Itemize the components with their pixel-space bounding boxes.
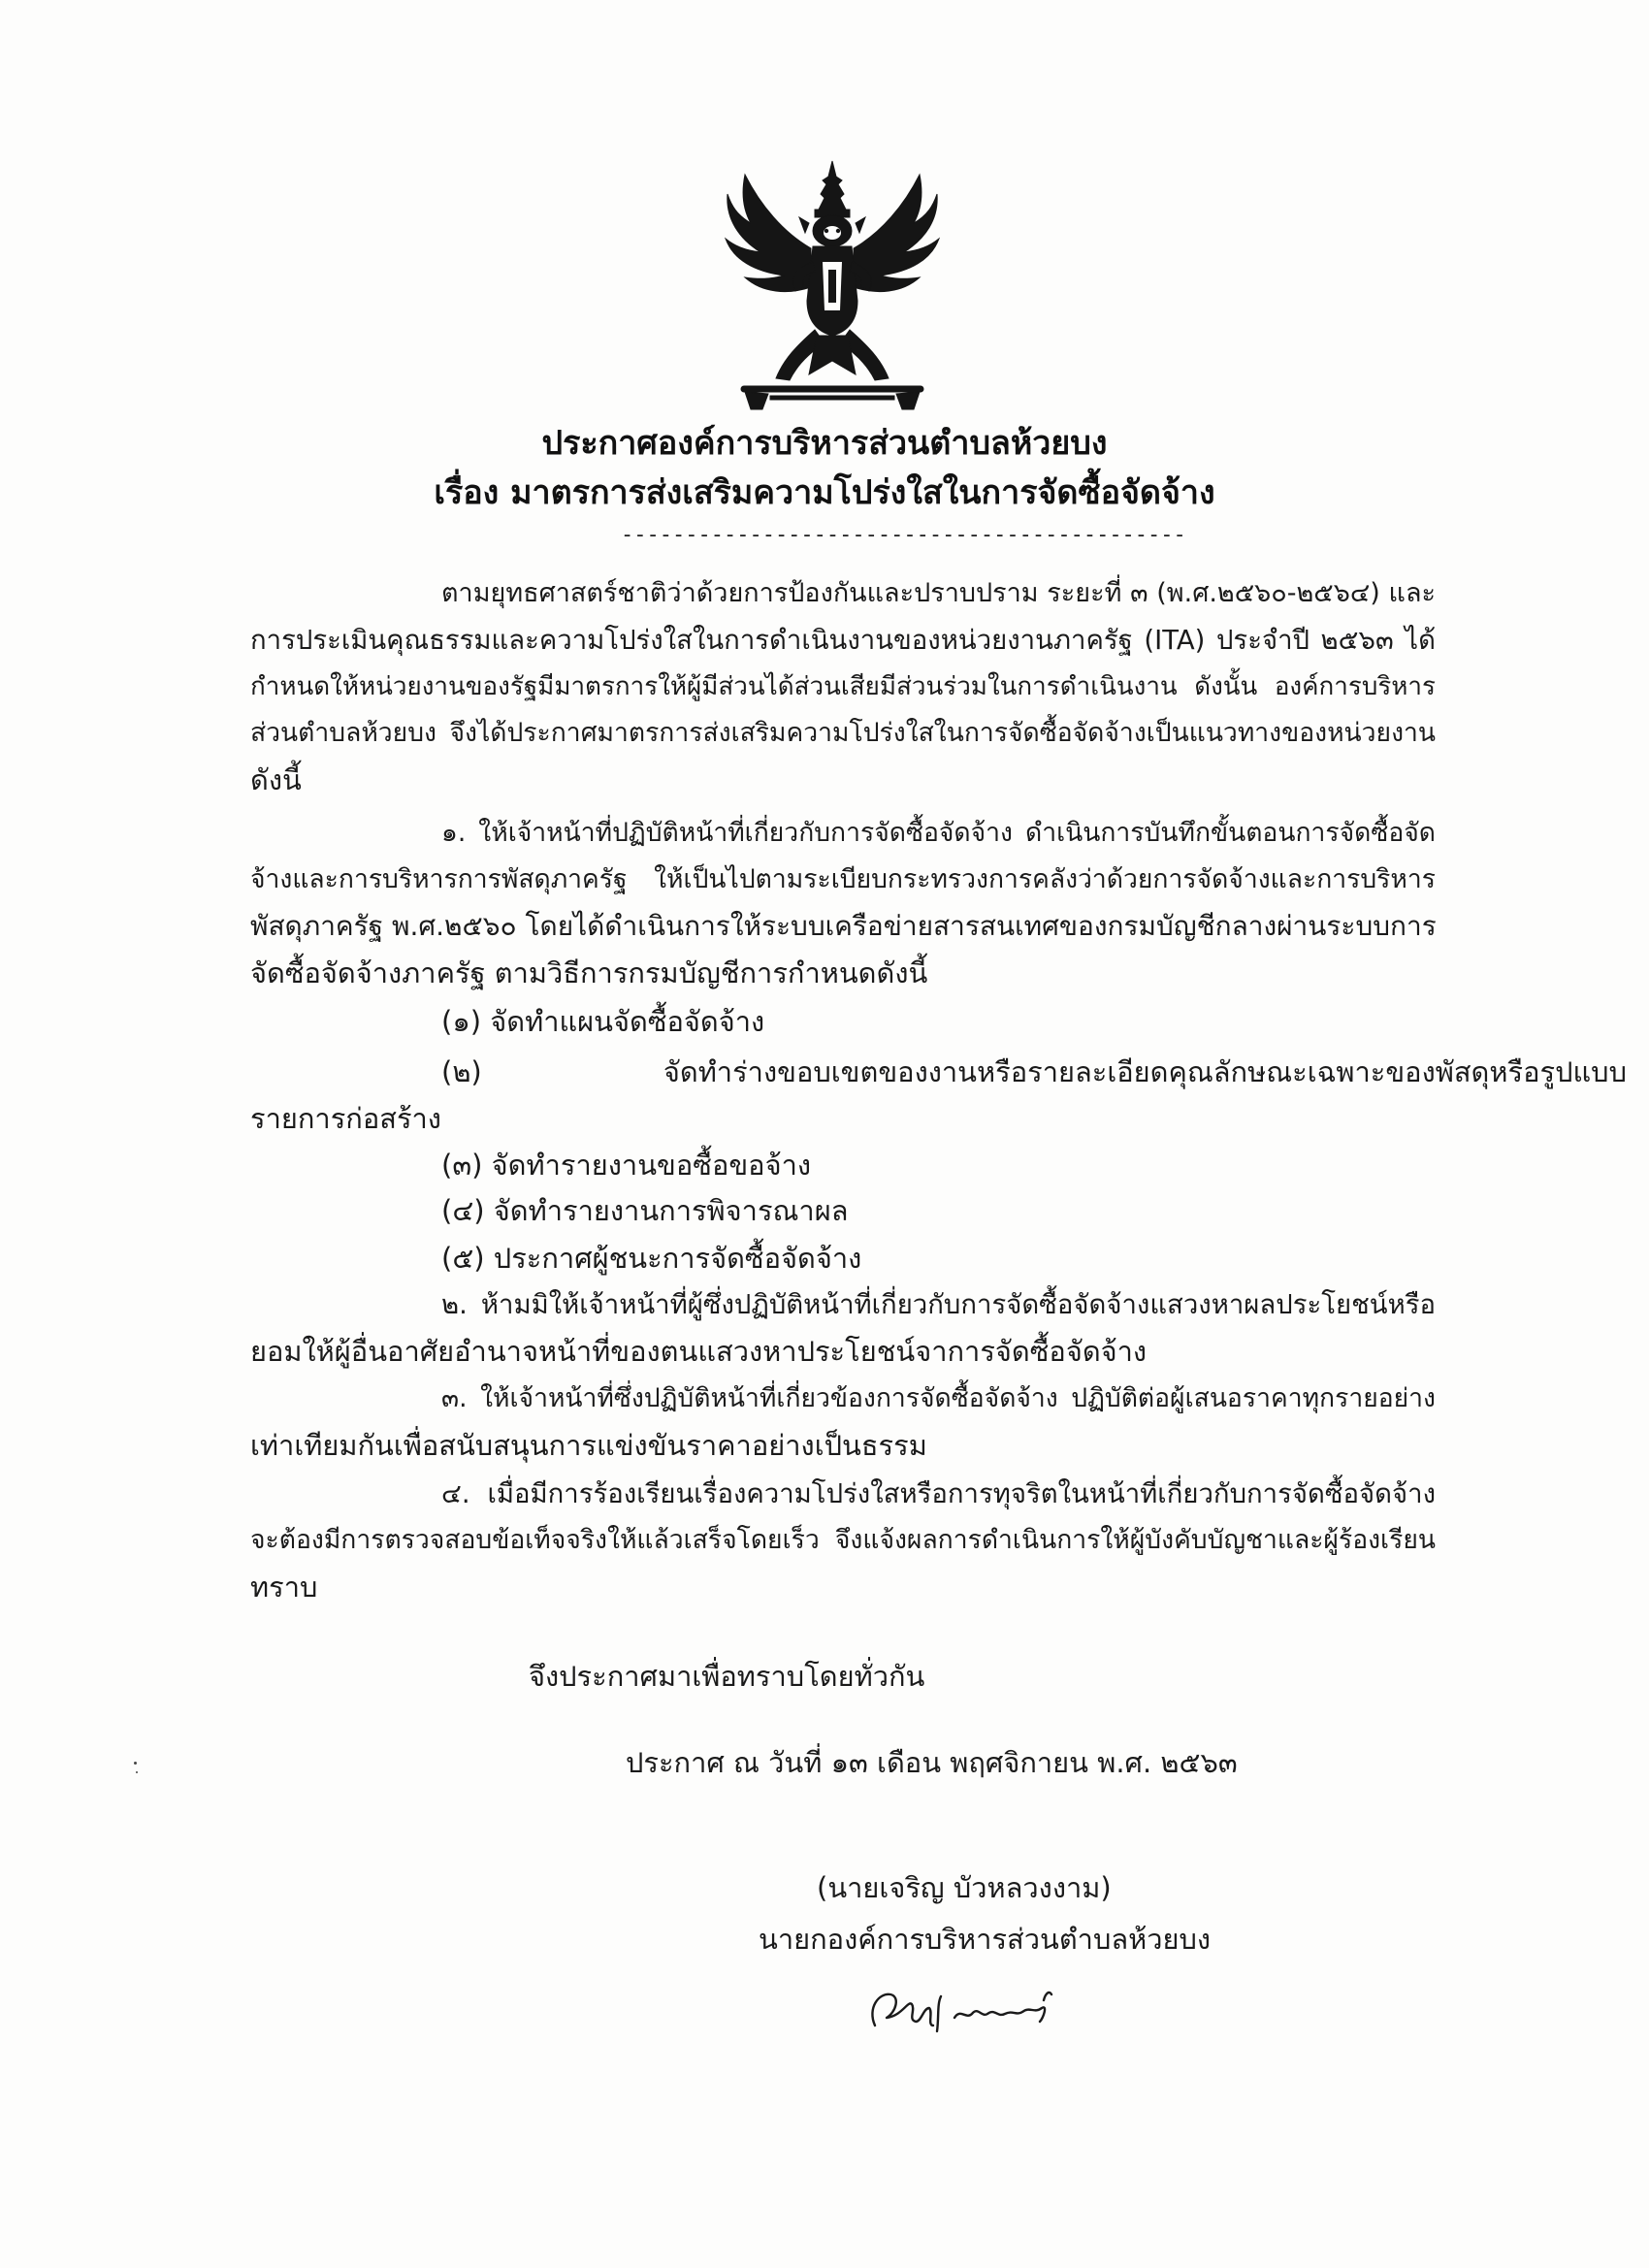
garuda-emblem-icon [716,155,949,417]
clause-1-line-3: พัสดุภาครัฐ พ.ศ.๒๕๖๐ โดยได้ดำเนินการให้ระบบเครือข่ายสารสนเทศของกรมบัญชีกลางผ่านระบบการ [250,910,1437,942]
clause-3-line-2: เท่าเทียมกันเพื่อสนับสนุนการแข่งขันราคาอย่างเป็นธรรม [250,1429,927,1462]
intro-line-1: ตามยุทธศาสตร์ชาติว่าด้วยการป้องกันและปราบปราม ระยะที่ ๓ (พ.ศ.๒๕๖๐-๒๕๖๔) และ [441,578,1436,608]
list-item: (๕) ประกาศผู้ชนะการจัดซื้อจัดจ้าง [441,1242,862,1275]
clause-4-line-2: จะต้องมีการตรวจสอบข้อเท็จจริงให้แล้วเสร็จโดยเร็ว จึงแจ้งผลการดำเนินการให้ผู้บังคับบัญชาและผู้ร้องเรียน [250,1525,1436,1555]
clause-4-line-3: ทราบ [250,1571,318,1604]
list-item: (๑) จัดทำแผนจัดซื้อจัดจ้าง [441,1005,765,1038]
clause-1-line-2: จ้างและการบริหารการพัสดุภาครัฐ ให้เป็นไปตามระเบียบกระทรวงการคลังว่าด้วยการจัดจ้างและการบริหาร [250,864,1436,894]
signatory-name: (นายเจริญ บัวหลวงงาม) [817,1871,1112,1904]
title-divider: -------------------------------------------- [621,523,1186,547]
clause-1-line-1: ๑. ให้เจ้าหน้าที่ปฏิบัติหน้าที่เกี่ยวกับการจัดซื้อจัดจ้าง ดำเนินการบันทึกขั้นตอนการจัดซื้อจัด [441,818,1436,848]
clause-2-line-2: ยอมให้ผู้อื่นอาศัยอำนาจหน้าที่ของตนแสวงหาประโยชน์จาการจัดซื้อจัดจ้าง [250,1335,1148,1368]
list-item: (๒) จัดทำร่างขอบเขตของงานหรือรายละเอียดคุณลักษณะเฉพาะของพัสดุหรือรูปแบบ [441,1055,1627,1088]
list-item-continuation: รายการก่อสร้าง [250,1102,441,1135]
list-item: (๓) จัดทำรายงานขอซื้อขอจ้าง [441,1149,812,1182]
intro-line-4: ส่วนตำบลห้วยบง จึงได้ประกาศมาตรการส่งเสริมความโปร่งใสในการจัดซื้อจัดจ้างเป็นแนวทางของหน่วยงาน [250,718,1436,748]
handwritten-signature [815,1979,1222,2037]
closing-statement: จึงประกาศมาเพื่อทราบโดยทั่วกัน [529,1660,925,1693]
intro-line-5: ดังนี้ [250,763,302,796]
intro-line-3: กำหนดให้หน่วยงานของรัฐมีมาตรการให้ผู้มีส่วนได้ส่วนเสียมีส่วนร่วมในการดำเนินงาน ดังนั้น องค์การบริหาร [250,672,1436,701]
clause-1-line-4: จัดซื้อจัดจ้างภาครัฐ ตามวิธีการกรมบัญชีการกำหนดดังนี้ [250,956,928,989]
scan-speck [134,1762,137,1765]
clause-2-line-1: ๒. ห้ามมิให้เจ้าหน้าที่ผู้ซึ่งปฏิบัติหน้าที่เกี่ยวกับการจัดซื้อจัดจ้างแสวงหาผลประโยชน์หรือ [441,1289,1436,1320]
document-title: ประกาศองค์การบริหารส่วนตำบลห้วยบง [541,424,1108,463]
intro-line-2: การประเมินคุณธรรมและความโปร่งใสในการดำเนินงานของหน่วยงานภาครัฐ (ITA) ประจำปี ๒๕๖๓ ได้ [250,625,1436,656]
clause-4-line-1: ๔. เมื่อมีการร้องเรียนเรื่องความโปร่งใสหรือการทุจริตในหน้าที่เกี่ยวกับการจัดซื้อจัดจ้าง [441,1478,1436,1509]
list-item: (๔) จัดทำรายงานการพิจารณาผล [441,1194,849,1227]
announcement-date: ประกาศ ณ วันที่ ๑๓ เดือน พฤศจิกายน พ.ศ. ๒๕๖๓ [626,1746,1238,1779]
document-subject: เรื่อง มาตรการส่งเสริมความโปร่งใสในการจัดซื้อจัดจ้าง [434,473,1215,512]
signatory-position: นายกองค์การบริหารส่วนตำบลห้วยบง [759,1923,1212,1956]
scan-speck [136,1771,138,1773]
clause-3-line-1: ๓. ให้เจ้าหน้าที่ซึ่งปฏิบัติหน้าที่เกี่ยวข้องการจัดซื้อจัดจ้าง ปฏิบัติต่อผู้เสนอราคาทุกรายอย่าง [441,1383,1436,1413]
